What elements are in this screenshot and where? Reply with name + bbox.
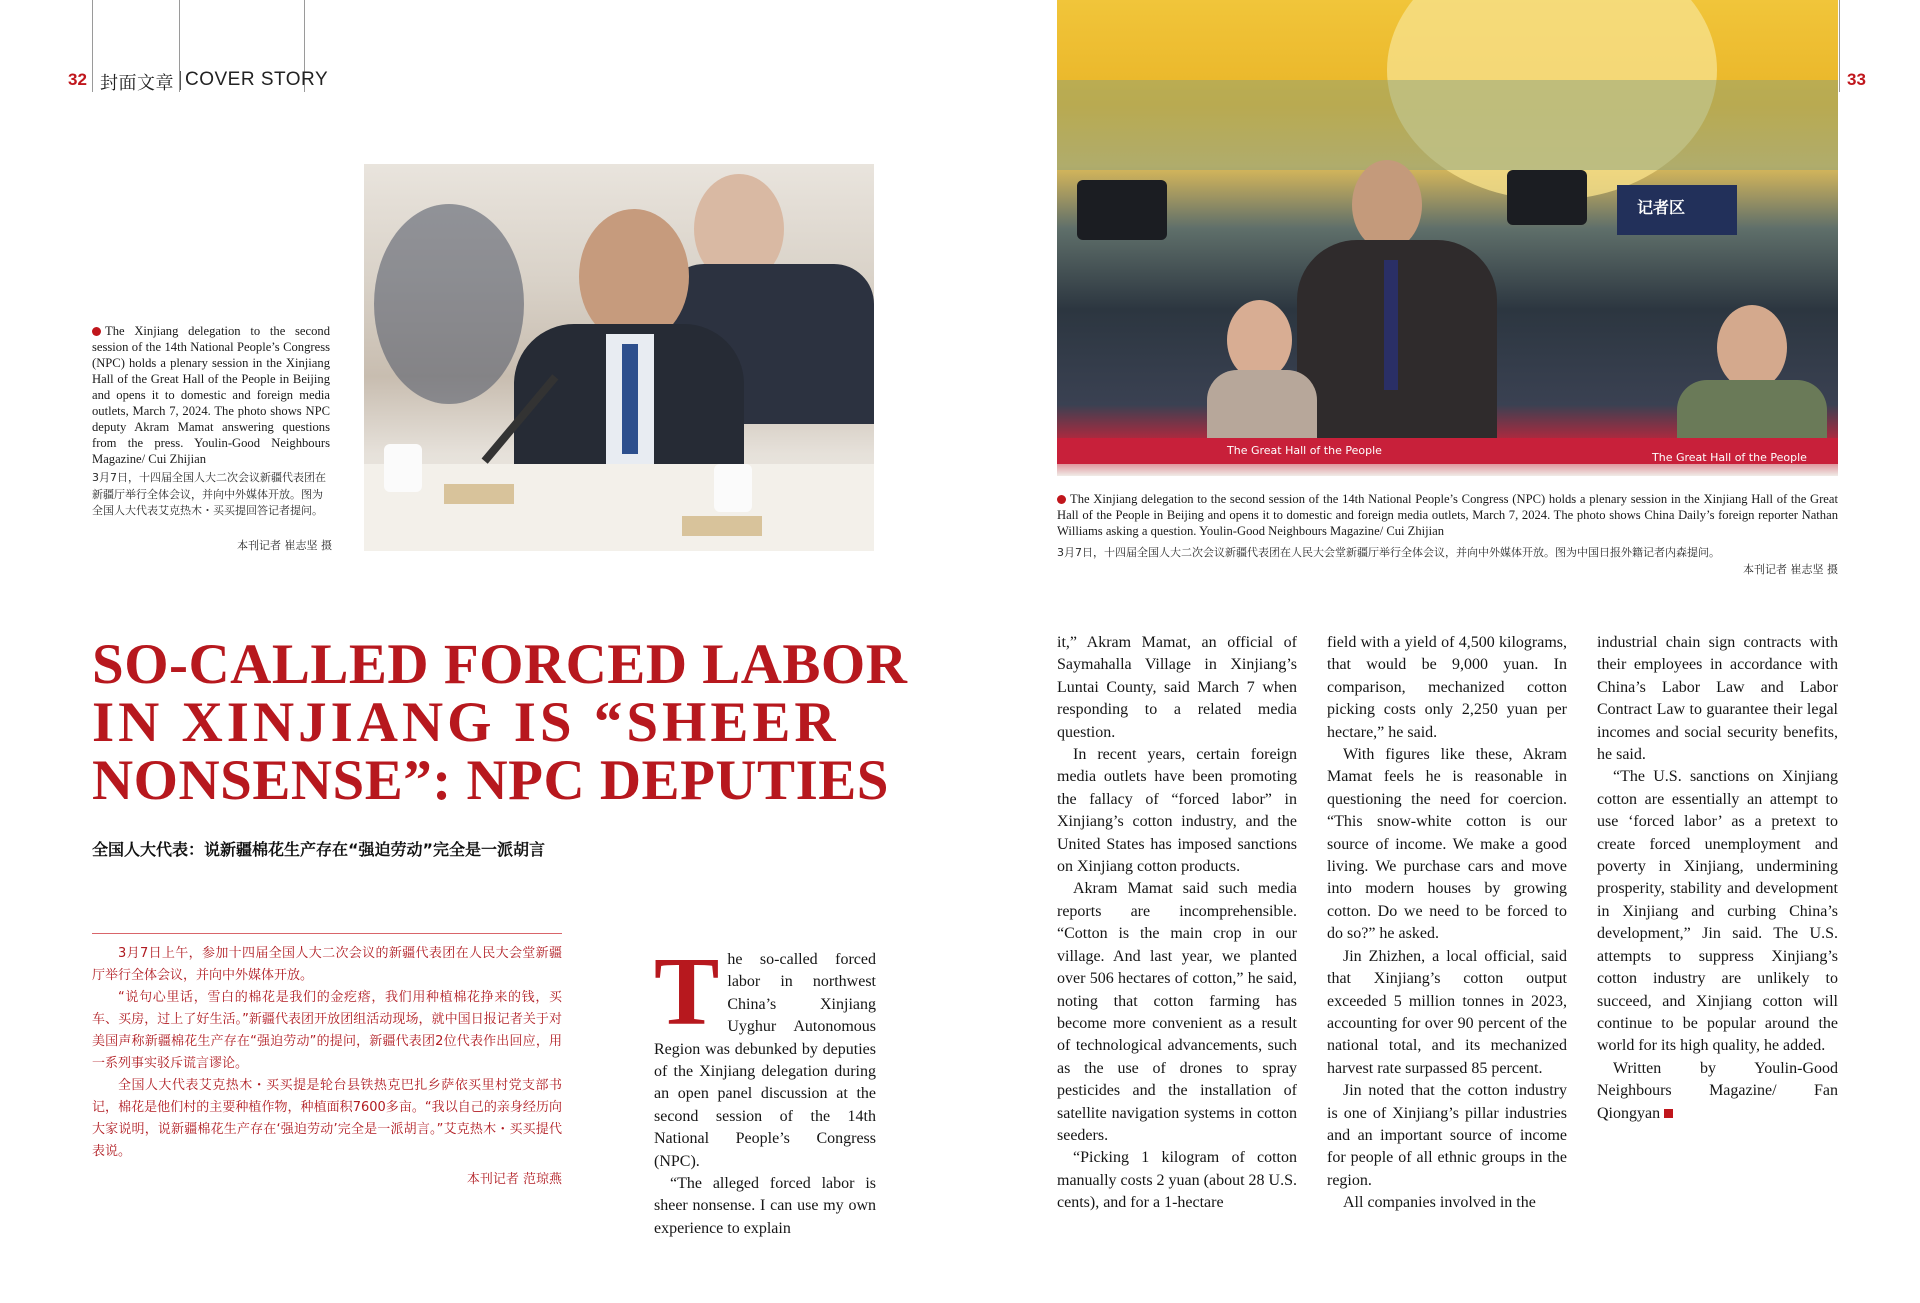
- photo-table: [364, 464, 874, 551]
- photo-mural: [1057, 80, 1838, 170]
- col2-paragraph-3: Akram Mamat said such media reports are incomprehensible. “Cotton is the main crop in our village. And last year, we planted over 506 hectares of cotton,” he said, noting that cotton farming has become more convenient as a result of technological advancements, such as the use of drones to spray pesticides and the installation of satellite navigation systems in cotton seeders.: [1057, 880, 1297, 1144]
- article-column-2: [1057, 632, 1297, 1215]
- col3-paragraph-5: All companies involved in the: [1343, 1194, 1536, 1212]
- photo-deputy-tie: [622, 344, 638, 454]
- photo-banner-text-2: The Great Hall of the People: [1652, 451, 1807, 464]
- header-divider-page-right: [1839, 0, 1840, 92]
- col1-paragraph-1: he so-called forced labor in northwest China’s Xinjiang Uyghur Autonomous Region was debunked by deputies of the Xinjiang delegation during an open panel discussion at the second session of the 14th National People’s Congress (NPC).: [654, 951, 876, 1170]
- summary-cn: [92, 943, 562, 1163]
- photo-name-plate-2: [682, 516, 762, 536]
- col2-paragraph-2: In recent years, certain foreign media outlets have been promoting the fallacy of “forced labor” in Xinjiang’s cotton industry, and the United States has imposed sanctions on Xinjiang cotton products.: [1057, 746, 1297, 876]
- col2-paragraph-4: “Picking 1 kilogram of cotton manually costs 2 yuan (about 28 U.S. cents), and for a 1-hectare: [1057, 1149, 1297, 1212]
- photo1-caption-en-text: The Xinjiang delegation to the second session of the 14th National People’s Congress (NPC) holds a plenary session in the Xinjiang Hall of the Great Hall of the People in Beijing and opens it to domestic and foreign media outlets, March 7, 2024. The photo shows NPC deputy Akram Mamat answering questions from the press. Youlin-Good Neighbours Magazine/ Cui Zhijian: [92, 324, 330, 466]
- article-column-4: [1597, 632, 1838, 1125]
- photo-figure-bg-left: [374, 204, 524, 404]
- photo-woman-right-head: [1717, 305, 1787, 390]
- photo1-caption-cn: 3月7日，十四届全国人大二次会议新疆代表团在新疆厅举行全体会议，并向中外媒体开放。图为全国人大代表艾克热木・买买提回答记者提问。: [92, 471, 326, 517]
- right-page-number: 33: [1847, 70, 1866, 89]
- caption-bullet-icon-2: [1057, 495, 1066, 504]
- article-subtitle-cn: 全国人大代表：说新疆棉花生产存在“强迫劳动”完全是一派胡言: [92, 840, 546, 859]
- photo-woman-left-head: [1227, 300, 1292, 380]
- header-divider-left: [92, 0, 93, 92]
- section-separator: [180, 71, 181, 90]
- summary-divider: [92, 933, 562, 934]
- photo2-caption-cn: 3月7日，十四届全国人大二次会议新疆代表团在人民大会堂新疆厅举行全体会议，并向中外媒体开放。图为中国日报外籍记者内森提问。: [1057, 546, 1720, 559]
- photo-deputy-answering: [364, 164, 874, 551]
- photo-banner-text-1: The Great Hall of the People: [1227, 444, 1382, 457]
- photo1-credit: 本刊记者 崔志坚 摄: [237, 539, 332, 552]
- photo-cup: [384, 444, 422, 492]
- article-title-line1: SO-CALLED FORCED LABOR: [92, 633, 908, 696]
- summary-cn-p1: 3月7日上午，参加十四届全国人大二次会议的新疆代表团在人民大会堂新疆厅举行全体会议，并向中外媒体开放。: [92, 946, 562, 983]
- col1-paragraph-2: “The alleged forced labor is sheer nonsense. I can use my own experience to explain: [654, 1175, 876, 1237]
- photo-reporter-tie: [1384, 260, 1398, 390]
- col3-paragraph-4: Jin noted that the cotton industry is one of Xinjiang’s pillar industries and an important source of income for people of all ethnic groups in the region.: [1327, 1082, 1567, 1189]
- photo-sign-text: 记者区: [1637, 198, 1686, 217]
- col4-byline-text: Written by Youlin-Good Neighbours Magazine/ Fan Qiongyan: [1597, 1059, 1838, 1122]
- article-title-line2: IN XINJIANG IS “SHEER: [92, 691, 840, 754]
- summary-cn-p3: 全国人大代表艾克热木・买买提是轮台县铁热克巴扎乡萨依买里村党支部书记，棉花是他们村的主要种植作物，种植面积7600多亩。“我以自己的亲身经历向大家说明，说新疆棉花生产存在‘强迫劳动’完全是一派胡言。”艾克热木・买买提代表说。: [92, 1078, 562, 1159]
- col3-paragraph-3: Jin Zhizhen, a local official, said that Xinjiang’s cotton output exceeded 5 million tonnes in 2023, accounting for over 90 percent of the national total, and its mechanized harvest rate surpassed 85 percent.: [1327, 947, 1567, 1077]
- drop-cap: T: [654, 938, 720, 1046]
- caption-bullet-icon: [92, 327, 101, 336]
- summary-credit-cn: 本刊记者 范琼燕: [466, 1172, 562, 1187]
- section-label-en: COVER STORY: [185, 69, 329, 90]
- photo2-credit: 本刊记者 崔志坚 摄: [1743, 563, 1838, 576]
- summary-cn-p2: “说句心里话，雪白的棉花是我们的金疙瘩，我们用种植棉花挣来的钱，买车、买房，过上了好生活。”新疆代表团开放团组活动现场，就中国日报记者关于对美国声称新疆棉花生产存在“强迫劳动”的提问，新疆代表团2位代表作出回应，用一系列事实驳斥谎言谬论。: [92, 990, 562, 1071]
- article-title-line3: NONSENSE”: NPC DEPUTIES: [92, 749, 889, 812]
- photo-camera-left: [1077, 180, 1167, 240]
- col4-paragraph-1: industrial chain sign contracts with their employees in accordance with China’s Labor Law and Labor Contract Law to guarantee their legal incomes and social security benefits, he said.: [1597, 634, 1838, 764]
- col4-paragraph-2: “The U.S. sanctions on Xinjiang cotton are essentially an attempt to use ‘forced labor’ as a pretext to create forced unemployment and poverty in Xinjiang, undermining prosperity, stability and development in Xinjiang and curbing China’s development,” Jin said. The U.S. attempts to suppress Xinjiang’s cotton industry are unlikely to succeed, and Xinjiang cotton will continue to be popular around the world for its high quality, he added.: [1597, 768, 1838, 1055]
- section-label-cn: 封面文章: [100, 73, 174, 94]
- photo-name-plate: [444, 484, 514, 504]
- article-column-1: [654, 938, 876, 1240]
- left-page-number: 32: [68, 70, 87, 89]
- col2-paragraph-1: it,” Akram Mamat, an official of Saymahalla Village in Xinjiang’s Luntai County, said March 7 when responding to a related media question.: [1057, 634, 1297, 741]
- col3-paragraph-1: field with a yield of 4,500 kilograms, that would be 9,000 yuan. In comparison, mechanized cotton picking costs only 2,250 yuan per hectare,” he said.: [1327, 634, 1567, 741]
- article-column-3: [1327, 632, 1567, 1215]
- end-mark-icon: [1664, 1109, 1673, 1118]
- photo2-caption-en: [1057, 491, 1838, 539]
- col4-byline: [1597, 1058, 1838, 1125]
- article-title: [92, 633, 908, 812]
- col3-paragraph-2: With figures like these, Akram Mamat feels he is reasonable in questioning the need for coercion. “This snow-white cotton is our source of income. We make a good living. We purchase cars and move into modern houses by growing cotton. Do we need to be forced to do so?” he asked.: [1327, 746, 1567, 943]
- photo-reporter-head: [1352, 160, 1422, 250]
- photo-camera-right: [1507, 170, 1587, 225]
- photo-reporter-question: [1057, 0, 1838, 476]
- photo-cup-2: [714, 464, 752, 512]
- photo1-caption-en: [92, 323, 330, 467]
- photo2-caption-en-text: The Xinjiang delegation to the second session of the 14th National People’s Congress (NPC) holds a plenary session in the Xinjiang Hall of the Great Hall of the People in Beijing and opens it to domestic and foreign media outlets, March 7, 2024. The photo shows China Daily’s foreign reporter Nathan Williams asking a question. Youlin-Good Neighbours Magazine/ Cui Zhijian: [1057, 492, 1838, 538]
